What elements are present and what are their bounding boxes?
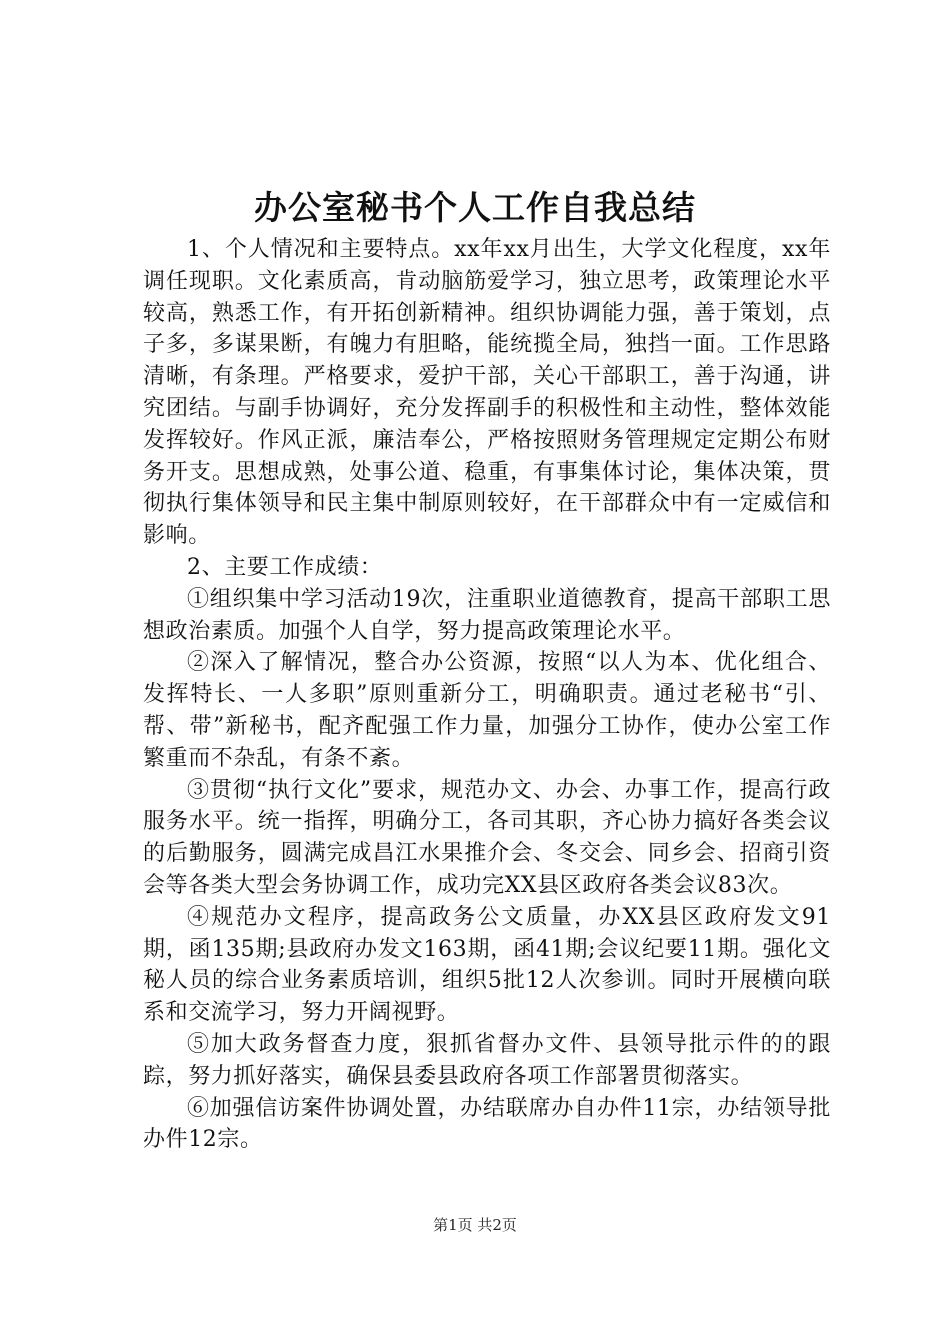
paragraph-item-3: ③贯彻“执行文化”要求，规范办文、办会、办事工作，提高行政服务水平。统一指挥，明确分工，各司其职，齐心协力搞好各类会议的后勤服务，圆满完成昌江水果推介会、冬交会、同乡会、招商引资会等各类大型会务协调工作，成功完XX县区政府各类会议83次。 [143, 777, 831, 898]
paragraph-item-5: ⑤加大政务督查力度，狠抓省督办文件、县领导批示件的的跟踪，努力抓好落实，确保县委县政府各项工作部署贯彻落实。 [143, 1031, 831, 1089]
paragraph-item-1: ①组织集中学习活动19次，注重职业道德教育，提高干部职工思想政治素质。加强个人自学，努力提高政策理论水平。 [143, 586, 831, 644]
paragraph-achievements-heading: 2、主要工作成绩： [187, 554, 383, 580]
paragraph-item-6: ⑥加强信访案件协调处置，办结联席办自办件11宗，办结领导批办件12宗。 [143, 1095, 831, 1153]
document-title: 办公室秘书个人工作自我总结 [254, 188, 696, 227]
paragraph-personal-info: 1、个人情况和主要特点。xx年xx月出生，大学文化程度，xx年调任现职。文化素质高，肯动脑筋爱学习，独立思考，政策理论水平较高，熟悉工作，有开拓创新精神。组织协调能力强，善于策划，点子多，多谋果断，有魄力有胆略，能统揽全局，独挡一面。工作思路清晰，有条理。严格要求，爱护干部，关心干部职工，善于沟通，讲究团结。与副手协调好，充分发挥副手的积极性和主动性，整体效能发挥较好。作风正派，廉洁奉公，严格按照财务管理规定定期公布财务开支。思想成熟，处事公道、稳重，有事集体讨论，集体决策，贯彻执行集体领导和民主集中制原则较好，在干部群众中有一定威信和影响。 [143, 237, 831, 549]
page-number-footer: 第1页 共2页 [433, 1216, 517, 1234]
paragraph-item-4: ④规范办文程序，提高政务公文质量，办XX县区政府发文91期，函135期;县政府办发文163期，函41期;会议纪要11期。强化文秘人员的综合业务素质培训，组织5批12人次参训。同时开展横向联系和交流学习，努力开阔视野。 [143, 904, 831, 1026]
document-body [143, 234, 831, 1156]
paragraph-item-2: ②深入了解情况，整合办公资源，按照“以人为本、优化组合、发挥特长、一人多职”原则重新分工，明确职责。通过老秘书“引、帮、带”新秘书，配齐配强工作力量，加强分工协作，使办公室工作繁重而不杂乱，有条不紊。 [143, 650, 831, 771]
